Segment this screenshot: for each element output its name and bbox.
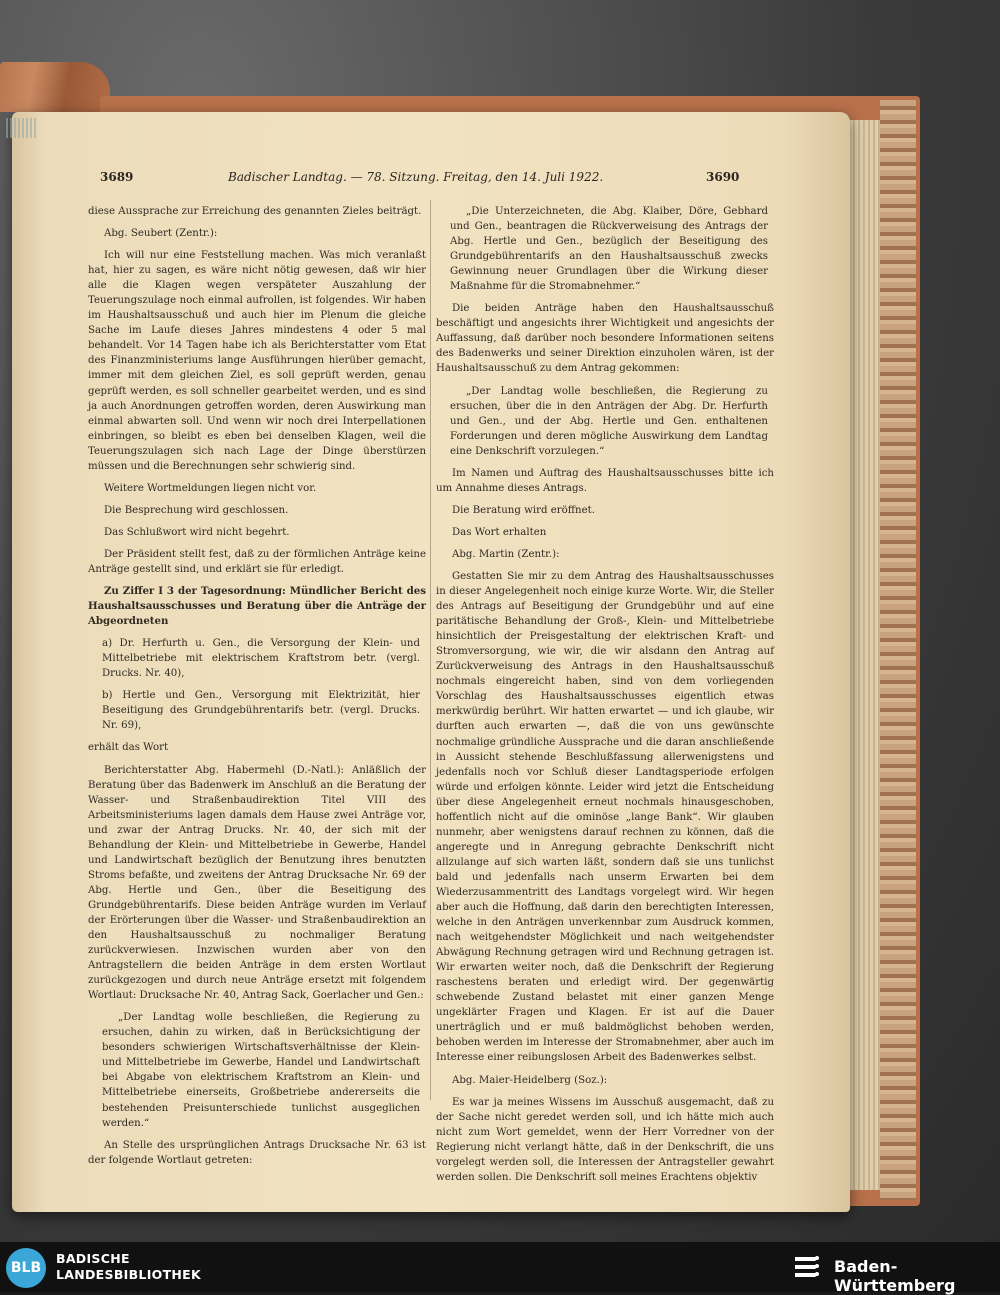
library-name[interactable] [56,1251,201,1283]
paragraph: erhält das Wort [88,742,169,754]
left-page-number: 3689 [100,170,134,184]
paragraph: b) Hertle und Gen., Versorgung mit Elektrizität, hier Beseitigung des Grundgebührentarifs betr. (vergl. Drucks. Nr. 69), [102,690,420,732]
paragraph: a) Dr. Herfurth u. Gen., die Versorgung der Klein- und Mittelbetriebe mit elektrischem Kraftstrom betr. (vergl. Drucks. Nr. 40), [102,638,420,680]
paragraph: Weitere Wortmeldungen liegen nicht vor. [104,482,317,494]
paragraph: „Die Unterzeichneten, die Abg. Klaiber, Döre, Gebhard und Gen., beantragen die Rückverweisung des Antrags der Abg. Hertle und Gen., bezüglich der Beseitigung des Grundgebührentarifs an den Haushaltsausschuß zwecks Gewinnung neuer Grundlagen über die Wirkung dieser Maßnahme für die Stromabnehmer.“ [450,206,768,293]
paragraph: An Stelle des ursprünglichen Antrags Drucksache Nr. 63 ist der folgende Wortlaut getreten: [88,1139,426,1166]
paragraph: diese Aussprache zur Erreichung des genannten Zieles beiträgt. [88,206,422,217]
baden-wuerttemberg-lions-icon[interactable] [792,1252,824,1284]
paragraph: Abg. Martin (Zentr.): [452,548,560,560]
footer-bar [0,1242,1000,1295]
paragraph: Es war ja meines Wissens im Ausschuß ausgemacht, daß zu der Sache nicht geredet werden soll, und ich hätte mich auch nicht zum Wort gemeldet, wenn der Herr Vorredner von der Regierung nicht verlangt hätte, daß in der Denkschrift, die uns vorgelegt werden soll, die Interessen der Antragsteller gewahrt werden sollen. Die Denkschrift soll meines Erachtens objektiv [436,1096,774,1183]
paragraph: „Der Landtag wolle beschließen, die Regierung zu ersuchen, über die in den Anträgen der Abg. Dr. Herfurth und Gen., und der Abg. Hertle und Gen. enthaltenen Forderungen und deren mögliche Auswirkung dem Landtag eine Denkschrift vorzulegen.“ [450,385,768,457]
paragraph: Der Präsident stellt fest, daß zu der förmlichen Anträge keine Anträge gestellt sind, und erklärt sie für erledigt. [88,548,426,575]
paragraph: Berichterstatter Abg. Habermehl (D.-Natl.): Anläßlich der Beratung über das Badenwerk im Anschluß an die Beratung der Wasser- und Straßenbaudirektion Titel VIII des Arbeitsministeriums lagen damals dem Hause zwei Anträge vor, und zwar der Antrag Drucks. Nr. 40, der sich mit der Behandlung der Klein- und Mittelbetriebe in Gewerbe, Handel und Landwirtschaft bezüglich der Benutzung ihres benutzten Stroms befaßte, und zweitens der Antrag Drucksache Nr. 69 der Abg. Hertle und Gen., über die Beseitigung des Grundgebührentarifs. Diese beiden Anträge wurden im Verlauf der Erörterungen über die Wasser- und Straßenbaudirektion an den Haushaltsausschuß zu nochmaliger Beratung zurückverwiesen. Inzwischen wurden aber von den Antragstellern die beiden Anträge in dem ersten Wortlaut zurückgezogen und durch neue Anträge ersetzt mit folgendem Wortlaut: Drucksache Nr. 40, Antrag Sack, Goerlacher und Gen.: [88,764,426,1002]
paragraph: Zu Ziffer I 3 der Tagesordnung: Mündlicher Bericht des Haushaltsausschusses und Beratung über die Anträge der Abgeordneten [88,585,426,628]
left-text-column [88,204,426,1175]
paragraph: Die Besprechung wird geschlossen. [104,504,289,516]
paragraph: Im Namen und Auftrag des Haushaltsausschusses bitte ich um Annahme dieses Antrags. [436,467,774,494]
paragraph: Die beiden Anträge haben den Haushaltsausschuß beschäftigt und angesichts ihrer Wichtigkeit und angesichts der Auffassung, daß darüber noch besondere Informationen seitens des Badenwerks und seiner Direktion einzuholen wären, ist der Haushaltsausschuß zu dem Antrag gekommen: [436,303,774,375]
paragraph: „Der Landtag wolle beschließen, die Regierung zu ersuchen, dahin zu wirken, daß in Berücksichtigung der besonders schwierigen Wirtschaftsverhältnisse der Klein- und Mittelbetriebe im Gewerbe, Handel und Landwirtschaft bei Abgabe von elektrischem Kraftstrom an Klein- und Mittelbetriebe einerseits, Großbetriebe andererseits die bestehenden Preisunterschiede tunlichst ausgeglichen werden.“ [102,1012,420,1129]
library-name-line2: LANDESBIBLIOTHEK [56,1267,201,1282]
right-text-column [436,204,774,1192]
paragraph: Die Beratung wird eröffnet. [452,504,595,516]
binding-edge [6,118,36,138]
marbled-cover-corner [0,62,110,112]
cover-edge [880,100,916,1200]
library-name-line1: BADISCHE [56,1251,130,1266]
running-title: Badischer Landtag. — 78. Sitzung. Freitag, den 14. Juli 1922. [228,170,604,184]
paragraph: Gestatten Sie mir zu dem Antrag des Haushaltsausschusses in dieser Angelegenheit noch einige kurze Worte. Wir, die Steller des Antrags auf Beseitigung der Grundgebühr und auf eine paritätische Behandlung der Groß-, Klein- und Mittelbetriebe hinsichtlich der Preisgestaltung der elektrischen Kraft- und Stromversorgung, wie wir, die wir alsdann den Antrag auf Zurückverweisung des Antrags in den Haushaltsausschuß nochmals eingereicht haben, sind von dem vorliegenden Vorschlag des Haushaltsausschusses eigentlich etwas merkwürdig berührt. Wir hatten erwartet — und ich glaube, wir durften auch erwarten —, daß die von uns gewünschte nochmalige gründliche Aussprache und die daran anschließende in Aussicht stehende Beschlußfassung allerwenigstens und jedenfalls noch vor Schluß dieser Landtagsperiode erfolgen würde und erfolgen könnte. Leider wird jetzt die Entscheidung über diese Angelegenheit erneut nochmals hinausgeschoben, hoffentlich nicht auf die ominöse „lange Bank“. Wir glauben nunmehr, aber wenigstens darauf rechnen zu können, daß die angeregte und in Anregung gebrachte Denkschrift nicht allzulange auf sich warten läßt, sondern daß sie uns tunlichst bald und jedenfalls nach unserm Erwarten bei dem Wiederzusammentritt des Landtags vorgelegt wird. Wir hegen aber auch die Hoffnung, daß darin den berechtigten Interessen, welche in den Anträgen unverkennbar zum Ausdruck kommen, nach weitgehendster Möglichkeit und nach weitgehendster Abwägung Rechnung getragen wird und Rechnung getragen ist. Wir erwarten weiter noch, daß die Denkschrift der Regierung raschestens beraten und erledigt wird. Der gegenwärtig schwebende Zustand belastet mit einer ganzen Menge ungeklärter Fragen und Klagen. Er ist auf die Dauer unerträglich und er muß baldmöglichst behoben werden, behoben werden im Interesse der Stromabnehmer, aber auch im Interesse einer reibungslosen Arbeit des Badenwerkes selbst. [436,570,774,1064]
column-divider [430,200,431,1100]
right-page-number: 3690 [706,170,740,184]
paragraph: Das Schlußwort wird nicht begehrt. [104,526,290,538]
paragraph: Das Wort erhalten [452,526,547,538]
paragraph: Ich will nur eine Feststellung machen. Was mich veranlaßt hat, hier zu sagen, es wäre nicht nötig gewesen, daß wir hier alle die Klagen wegen verspäteter Auszahlung der Teuerungszulage noch einmal aufrollen, ist folgendes. Wir haben im Haushaltsausschuß und auch hier im Plenum die gleiche Sache im Laufe dieses Jahres mindestens 4 oder 5 mal behandelt. Vor 14 Tagen habe ich als Berichterstatter vom Etat des Finanzministeriums lange Ausführungen hierüber gemacht, immer mit dem gleichen Ziel, es soll geprüft werden, genau geprüft werden, es soll schneller gearbeitet werden, und es sind ja auch Anordnungen getroffen worden, deren Auswirkung man einmal abwarten soll. Und wenn wir noch drei Interpellationen einbringen, so bleibt es eben bei denselben Klagen, weil die Teuerungszulagen sich nach Lage der Dinge überstürzen müssen und die Berechnungen sehr schwierig sind. [88,250,426,472]
blb-logo[interactable]: BLB [6,1248,46,1288]
paragraph: Abg. Seubert (Zentr.): [104,228,218,240]
state-name[interactable]: Baden-Württemberg [834,1257,956,1295]
paragraph: Abg. Maier-Heidelberg (Soz.): [452,1074,608,1086]
